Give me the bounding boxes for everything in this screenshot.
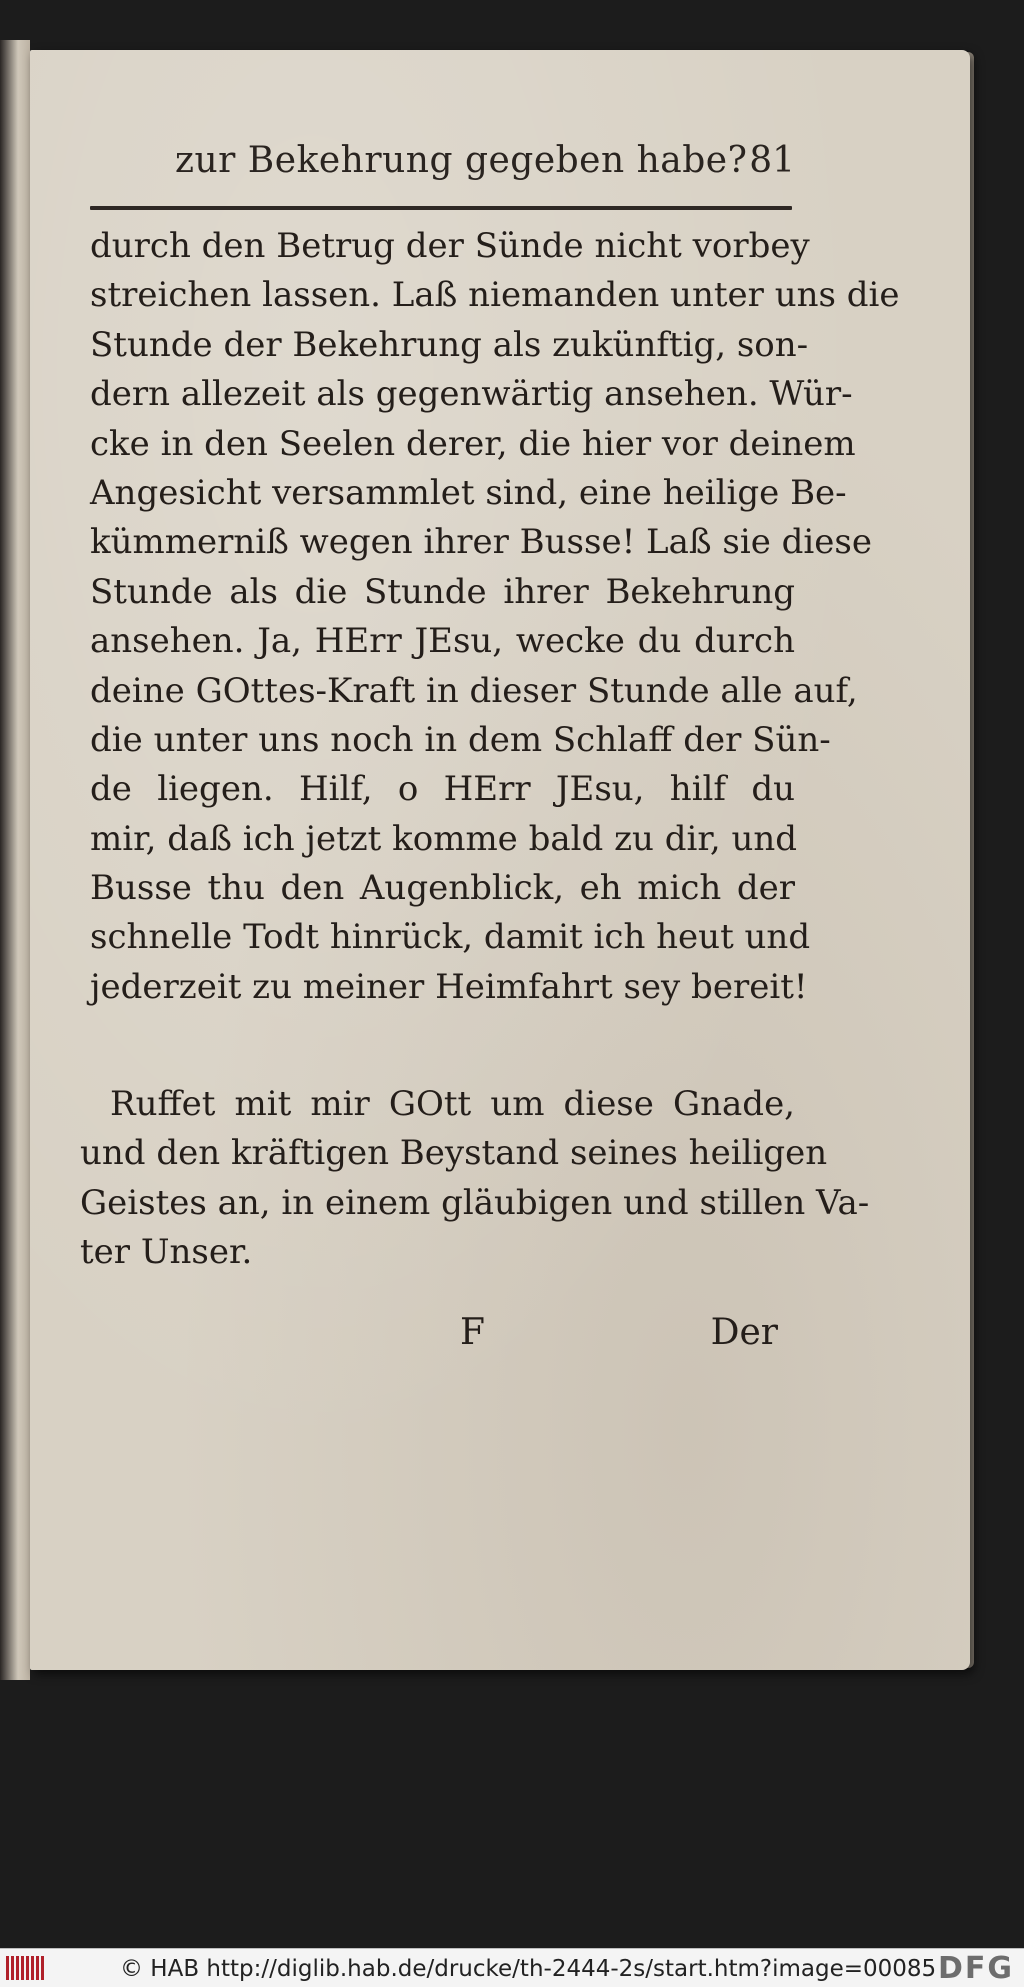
text-line: kümmerniß wegen ihrer Busse! Laß sie diese <box>90 522 872 563</box>
text-line: Stunde der Bekehrung als zukünftig, son- <box>90 324 809 365</box>
text-line: Stunde als die Stunde ihrer Bekehrung <box>90 571 795 612</box>
text-line: ansehen. Ja, HErr JEsu, wecke du durch <box>90 621 795 662</box>
hab-logo-icon <box>6 1956 46 1980</box>
text-line: deine GOttes-Kraft in dieser Stunde alle auf, <box>90 670 858 711</box>
page-header <box>95 140 795 196</box>
copyright-link[interactable]: © HAB http://diglib.hab.de/drucke/th-2444-2s/start.htm?image=00085 <box>120 1956 937 1982</box>
running-head: zur Bekehrung gegeben habe? <box>175 140 748 181</box>
page-footer-marks <box>90 1312 790 1362</box>
text-line: Angesicht versammlet sind, eine heilige Be- <box>90 472 847 513</box>
text-line: cke in den Seelen derer, die hier vor deinem <box>90 423 856 464</box>
text-line: schnelle Todt hinrück, damit ich heut und <box>90 917 811 958</box>
paragraph-1 <box>90 222 900 1012</box>
text-line: und den kräftigen Beystand seines heiligen <box>80 1133 828 1174</box>
previous-page-edge <box>0 40 30 1680</box>
text-line: die unter uns noch in dem Schlaff der Sün- <box>90 719 831 760</box>
viewer-footer <box>0 1948 1024 1987</box>
page-number: 81 <box>749 140 795 181</box>
catchword: Der <box>710 1312 778 1353</box>
text-line: de liegen. Hilf, o HErr JEsu, hilf du <box>90 769 795 810</box>
text-line: mir, daß ich jetzt komme bald zu dir, und <box>90 818 798 859</box>
dfg-logo: DFG <box>937 1951 1014 1986</box>
text-line: Geistes an, in einem gläubigen und stillen Va- <box>80 1182 870 1223</box>
text-line: dern allezeit als gegenwärtig ansehen. Wür- <box>90 374 853 415</box>
paragraph-2 <box>80 1080 870 1278</box>
text-line: ter Unser. <box>80 1232 253 1273</box>
text-line: Ruffet mit mir GOtt um diese Gnade, <box>110 1084 795 1124</box>
text-line: durch den Betrug der Sünde nicht vorbey <box>90 226 810 266</box>
signature-mark: F <box>460 1312 485 1353</box>
text-line: Busse thu den Augenblick, eh mich der <box>90 868 795 909</box>
text-line: jederzeit zu meiner Heimfahrt sey bereit! <box>90 966 808 1007</box>
text-line: streichen lassen. Laß niemanden unter uns die <box>90 275 900 316</box>
header-rule <box>90 206 792 210</box>
